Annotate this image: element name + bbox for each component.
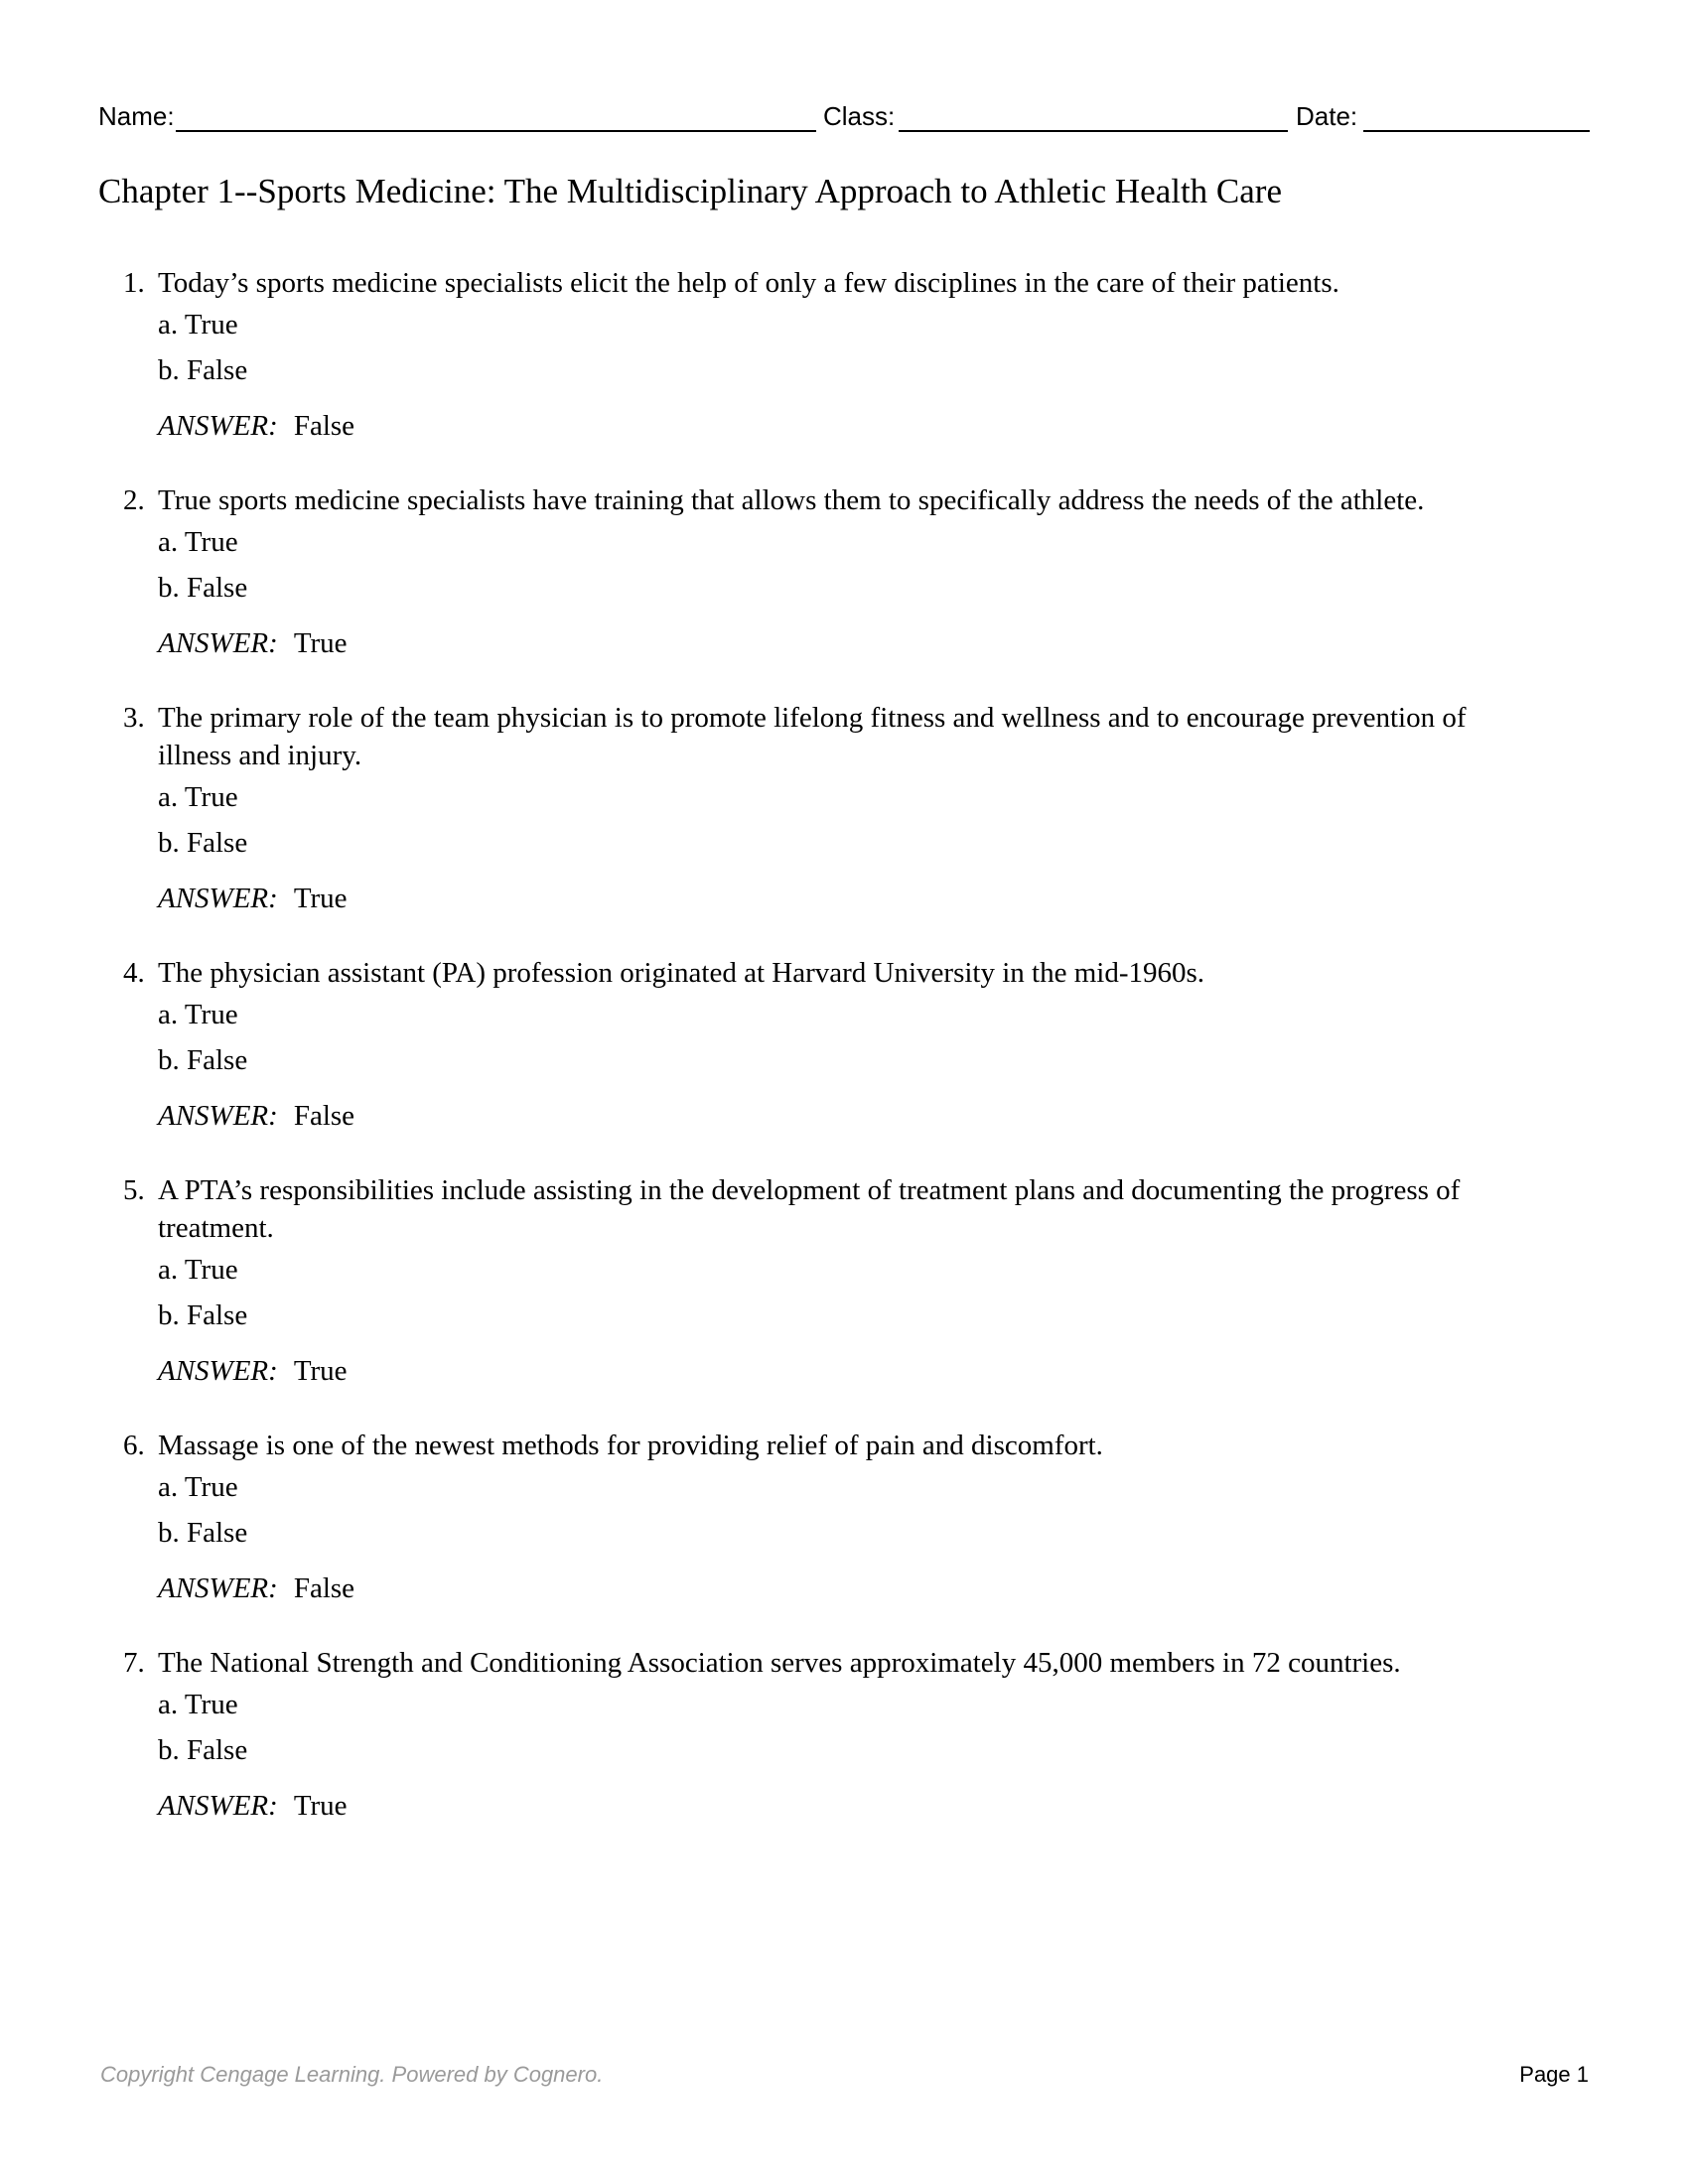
option-false: b. False (158, 354, 248, 386)
question-item (123, 481, 1533, 662)
question-text: Today’s sports medicine specialists elicit the help of only a few disciplines in the care of their patients. (158, 267, 1339, 299)
option-false: b. False (158, 827, 248, 859)
option-true: a. True (158, 781, 238, 813)
answer-value: True (293, 1355, 348, 1387)
question-number: 6. (123, 1430, 145, 1461)
option-false: b. False (158, 572, 248, 604)
answer-label: ANSWER: (158, 1572, 278, 1604)
answer-label: ANSWER: (158, 1355, 278, 1387)
question-text: The National Strength and Conditioning Association serves approximately 45,000 members in 72 countries. (158, 1647, 1401, 1679)
name-blank-line (176, 130, 816, 132)
answer-options (158, 1247, 1533, 1338)
question-text: The primary role of the team physician is to promote lifelong fitness and wellness and to encourage prevention of illness and injury. (158, 702, 1467, 771)
date-blank-line (1363, 130, 1590, 132)
question-item (123, 1427, 1533, 1607)
question-number: 5. (123, 1174, 145, 1206)
answer-value: True (293, 1790, 348, 1822)
question-number: 7. (123, 1647, 145, 1679)
question-item (123, 699, 1533, 917)
question-number: 3. (123, 702, 145, 734)
answer-line (158, 1787, 1533, 1825)
option-true: a. True (158, 526, 238, 558)
option-false: b. False (158, 1044, 248, 1076)
answer-line (158, 1570, 1533, 1607)
answer-options (158, 1464, 1533, 1556)
question-item (123, 1171, 1533, 1390)
option-true: a. True (158, 1471, 238, 1503)
answer-label: ANSWER: (158, 1100, 278, 1132)
page-number: Page 1 (1519, 2062, 1589, 2087)
question-text: A PTA’s responsibilities include assisting in the development of treatment plans and documenting the progress of treatment. (158, 1174, 1461, 1244)
option-true: a. True (158, 1254, 238, 1286)
class-label: Class: (823, 101, 896, 131)
question-item (123, 1644, 1533, 1825)
answer-line (158, 1097, 1533, 1135)
question-text: The physician assistant (PA) profession originated at Harvard University in the mid-1960s. (158, 957, 1205, 989)
answer-value: False (293, 410, 355, 442)
option-true: a. True (158, 309, 238, 341)
question-text: True sports medicine specialists have training that allows them to specifically address the needs of the athlete. (158, 484, 1425, 516)
answer-line (158, 1352, 1533, 1390)
answer-options (158, 1682, 1533, 1773)
answer-line (158, 880, 1533, 917)
option-false: b. False (158, 1734, 248, 1766)
question-number: 4. (123, 957, 145, 989)
option-true: a. True (158, 999, 238, 1030)
answer-label: ANSWER: (158, 410, 278, 442)
answer-options (158, 302, 1533, 393)
student-info-header (98, 99, 1590, 139)
answer-label: ANSWER: (158, 627, 278, 659)
answer-value: False (293, 1572, 355, 1604)
option-true: a. True (158, 1689, 238, 1720)
answer-options (158, 519, 1533, 611)
question-number: 1. (123, 267, 145, 299)
option-false: b. False (158, 1299, 248, 1331)
answer-value: True (293, 627, 348, 659)
answer-label: ANSWER: (158, 1790, 278, 1822)
answer-line (158, 624, 1533, 662)
chapter-title: Chapter 1--Sports Medicine: The Multidisciplinary Approach to Athletic Health Care (98, 172, 1282, 210)
copyright-notice: Copyright Cengage Learning. Powered by Cognero. (100, 2062, 604, 2087)
question-text: Massage is one of the newest methods for providing relief of pain and discomfort. (158, 1430, 1103, 1461)
answer-label: ANSWER: (158, 883, 278, 914)
answer-options (158, 774, 1533, 866)
answer-value: False (293, 1100, 355, 1132)
question-item (123, 264, 1533, 445)
question-item (123, 954, 1533, 1135)
date-label: Date: (1296, 101, 1358, 131)
answer-line (158, 407, 1533, 445)
class-blank-line (899, 130, 1288, 132)
option-false: b. False (158, 1517, 248, 1549)
answer-value: True (293, 883, 348, 914)
name-label: Name: (98, 101, 175, 131)
answer-options (158, 992, 1533, 1083)
question-number: 2. (123, 484, 145, 516)
